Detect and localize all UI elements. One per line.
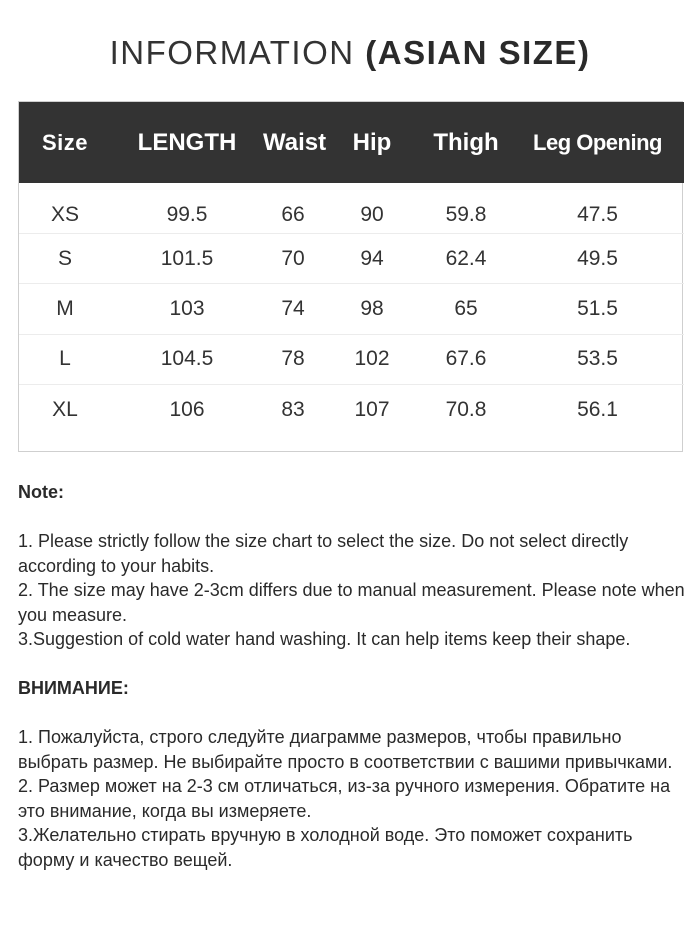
note-en-heading: Note: <box>18 482 64 502</box>
header-size: Size <box>41 129 89 155</box>
table-row <box>19 233 684 283</box>
note-ru-item: 2. Размер может на 2-3 см отличаться, из-за ручного измерения. Обратите на это внимание, когда вы измеряете. <box>18 776 671 821</box>
cell-hip: 98 <box>323 284 421 334</box>
title-text: INFORMATION <box>109 34 366 71</box>
cell-length: 101.5 <box>111 233 263 283</box>
size-table <box>19 102 684 435</box>
note-en <box>18 480 688 652</box>
cell-size: XL <box>19 385 111 435</box>
cell-size: M <box>19 284 111 334</box>
cell-thigh: 62.4 <box>421 233 511 283</box>
notes-section <box>18 480 688 897</box>
cell-length: 99.5 <box>166 202 208 226</box>
cell-length: 103 <box>111 284 263 334</box>
header-length: LENGTH <box>137 128 237 156</box>
cell-size: XS <box>50 202 79 226</box>
header-leg-opening: Leg Opening <box>533 129 662 155</box>
note-en-item: 1. Please strictly follow the size chart to select the size. Do not select directly according to your habits. <box>18 531 629 576</box>
cell-size: L <box>19 334 111 384</box>
cell-hip: 102 <box>323 334 421 384</box>
cell-leg-opening: 49.5 <box>511 233 684 283</box>
table-row <box>19 385 684 435</box>
cell-waist: 74 <box>263 284 323 334</box>
cell-hip: 90 <box>360 202 384 226</box>
cell-thigh: 70.8 <box>421 385 511 435</box>
cell-leg-opening: 51.5 <box>511 284 684 334</box>
cell-leg-opening: 53.5 <box>511 334 684 384</box>
cell-hip: 107 <box>323 385 421 435</box>
note-ru-heading: ВНИМАНИЕ: <box>18 678 129 698</box>
header-thigh: Thigh <box>433 128 499 156</box>
note-ru <box>18 676 688 872</box>
cell-waist: 70 <box>263 233 323 283</box>
cell-length: 104.5 <box>111 334 263 384</box>
table-row <box>19 284 684 334</box>
header-hip: Hip <box>352 128 392 156</box>
cell-waist: 83 <box>263 385 323 435</box>
size-chart <box>18 101 683 452</box>
note-en-item: 2. The size may have 2-3cm differs due to manual measurement. Please note when you measure. <box>18 580 685 625</box>
note-ru-item: 3.Желательно стирать вручную в холодной воде. Это поможет сохранить форму и качество вещей. <box>18 825 633 870</box>
table-row <box>19 334 684 384</box>
cell-thigh: 59.8 <box>445 202 487 226</box>
note-ru-item: 1. Пожалуйста, строго следуйте диаграмме размеров, чтобы правильно выбрать размер. Не выбирайте просто в соответствии с вашими привычками. <box>18 727 673 772</box>
page-title <box>0 34 700 72</box>
header-waist: Waist <box>263 128 327 156</box>
cell-thigh: 65 <box>421 284 511 334</box>
table-header-row <box>19 102 684 183</box>
cell-thigh: 67.6 <box>421 334 511 384</box>
cell-waist: 66 <box>281 202 305 226</box>
cell-waist: 78 <box>263 334 323 384</box>
cell-length: 106 <box>111 385 263 435</box>
note-en-item: 3.Suggestion of cold water hand washing. It can help items keep their shape. <box>18 629 631 649</box>
cell-leg-opening: 47.5 <box>577 202 618 226</box>
cell-size: S <box>19 233 111 283</box>
table-row <box>19 183 684 233</box>
cell-hip: 94 <box>323 233 421 283</box>
cell-leg-opening: 56.1 <box>511 385 684 435</box>
title-highlight: (ASIAN SIZE) <box>365 34 591 71</box>
